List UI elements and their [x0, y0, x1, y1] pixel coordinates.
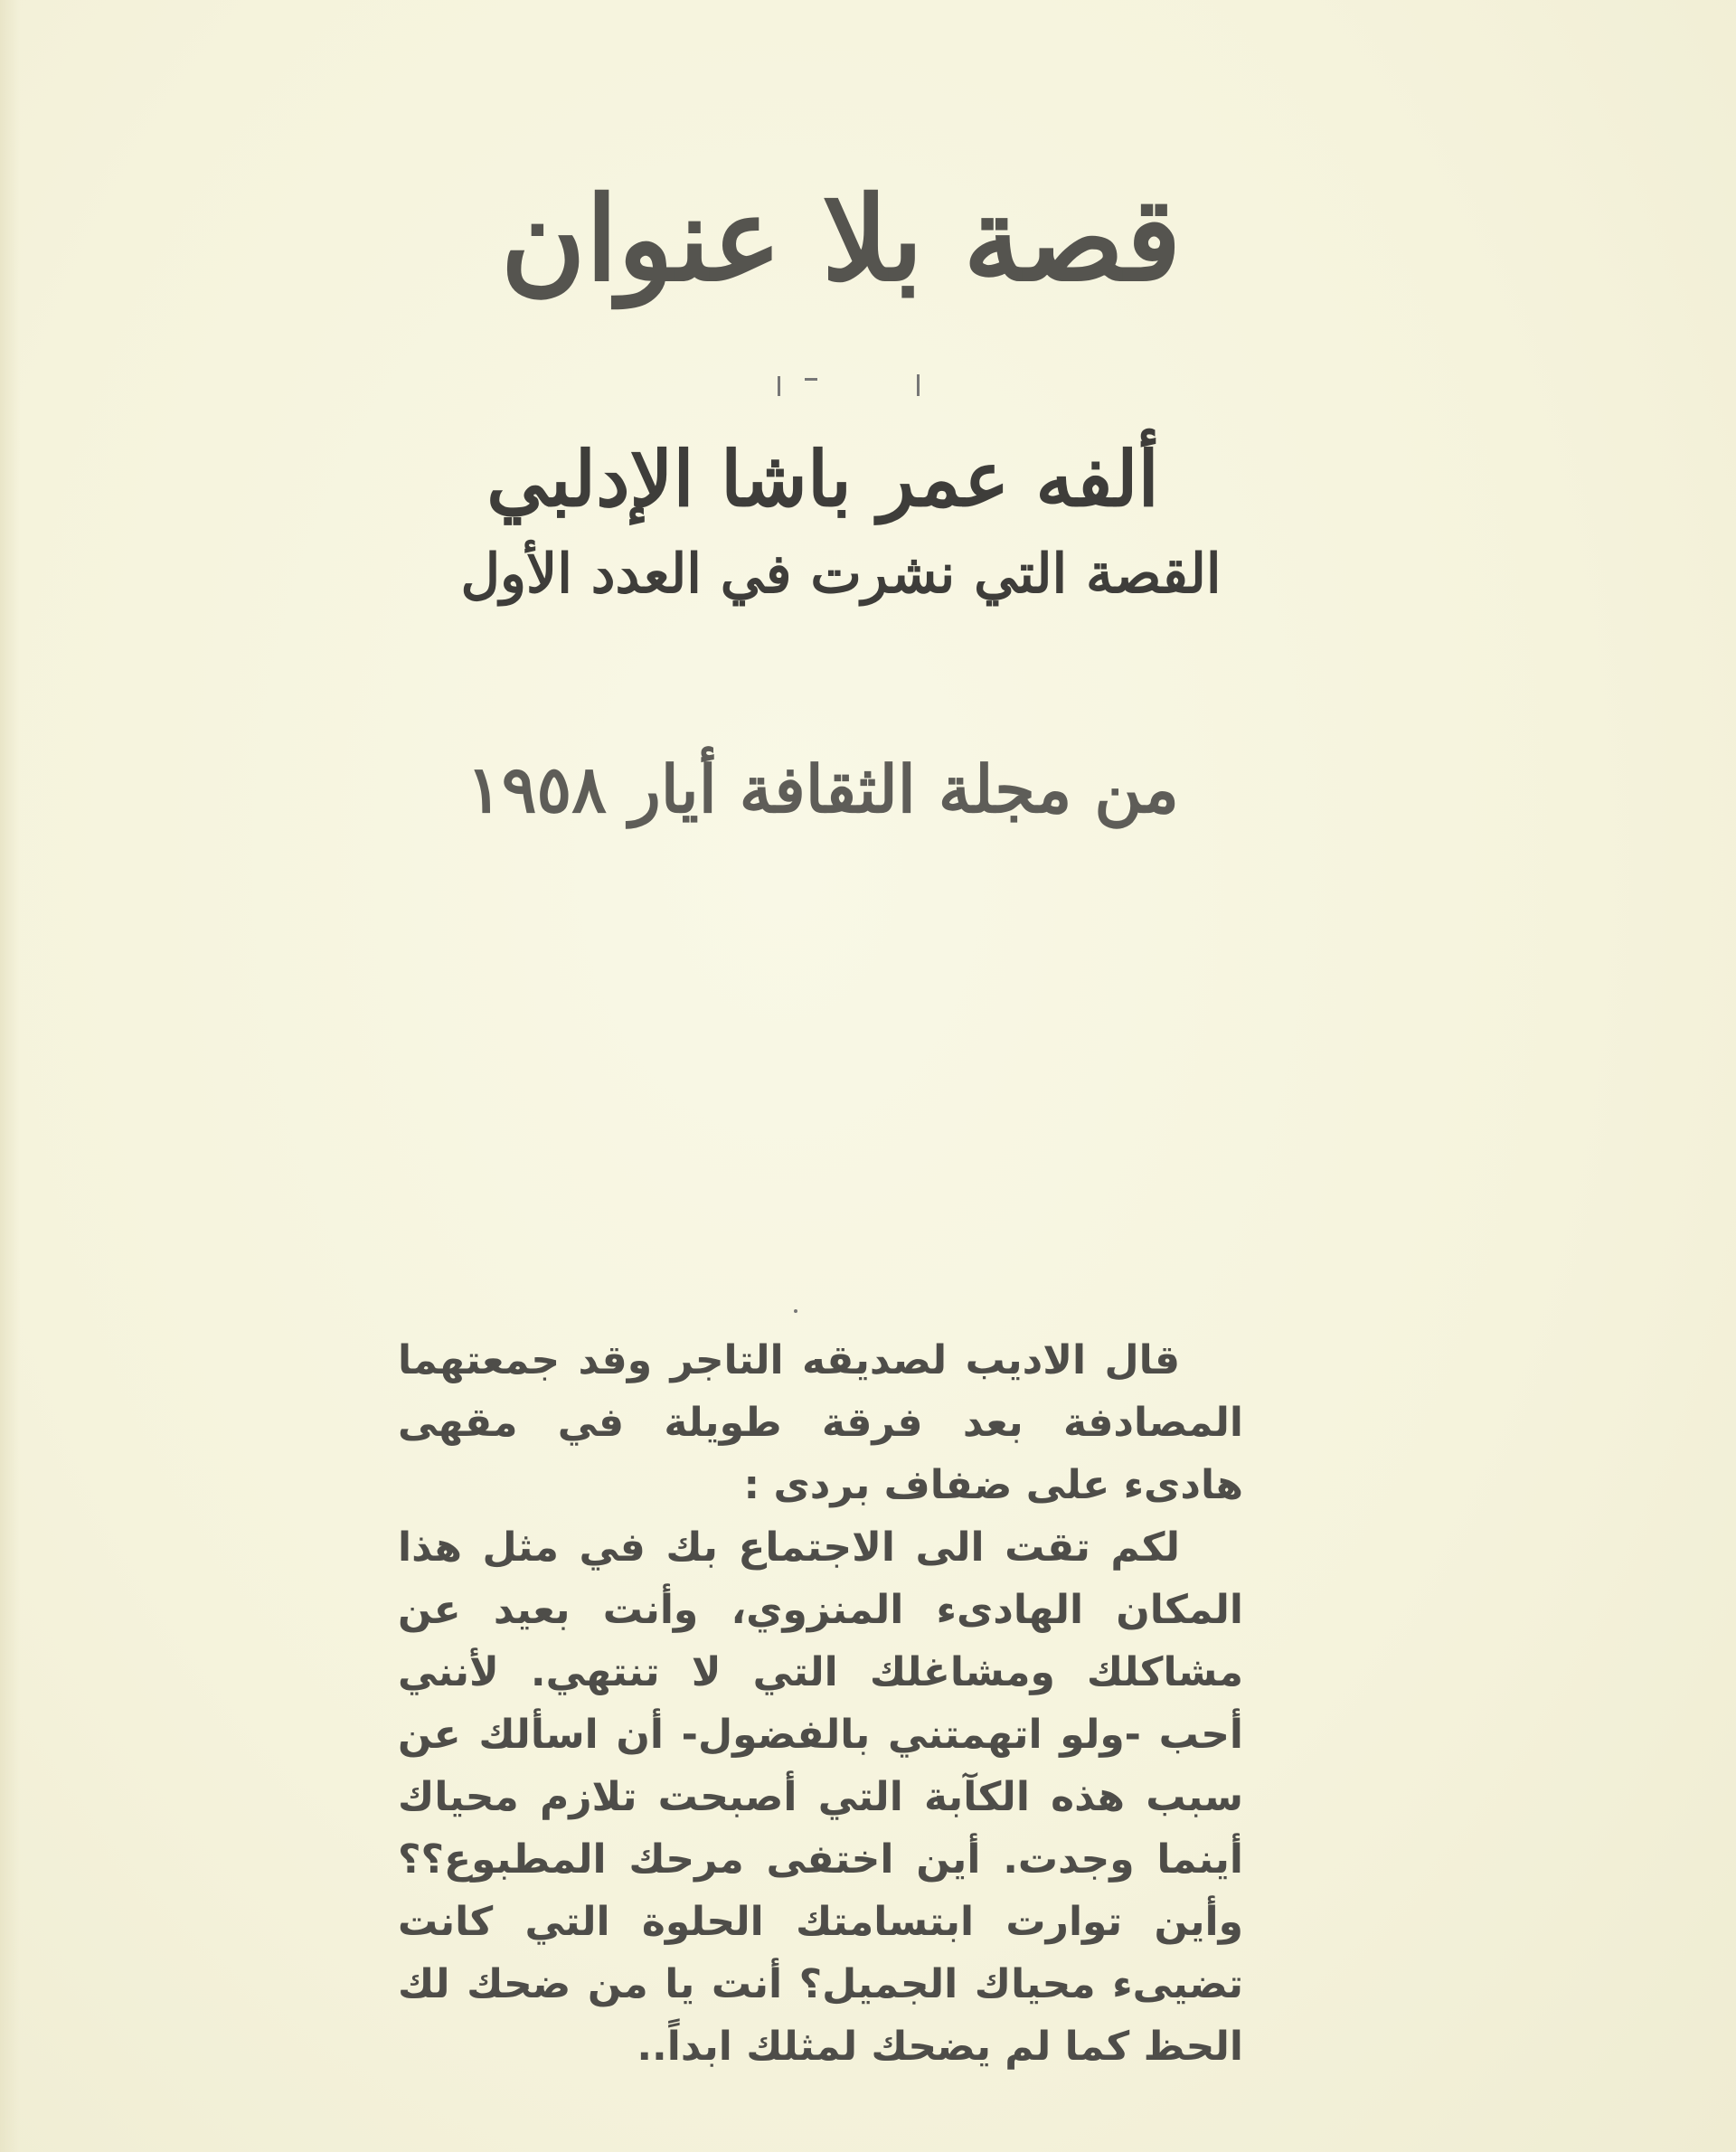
ink-mark [917, 374, 920, 396]
body-paragraph: لكم تقت الى الاجتماع بك في مثل هذا المكان الهادىء المنزوي، وأنت بعيد عن مشاكلك ومشاغلك التي لا تنتهي. لأنني أحب -ولو اتهمتني بالفضول- أن اسألك عن سبب هذه الكآبة التي أصبحت تلازم محياك أينما وجدت. أين اختفى مرحك المطبوع؟؟ وأين توارت ابتسامتك الحلوة التي كانت تضيىء محياك الجميل؟ أنت يا من ضحك لك الحظ كما لم يضحك لمثلك ابداً.. [398, 1524, 1243, 2070]
body-paragraph: قال الاديب لصديقه التاجر وقد جمعتهما المصادفة بعد فرقة طويلة في مقهى هادىء على ضفاف بردى : [398, 1337, 1243, 1508]
story-body [398, 1329, 1243, 2078]
ink-dot [794, 1309, 797, 1313]
ink-mark [805, 378, 817, 381]
subtitle: القصة التي نشرت في العدد الأول [460, 543, 1222, 606]
ink-mark [778, 376, 780, 396]
story-title: قصة بلا عنوان [500, 172, 1182, 307]
page-edge-shadow [0, 0, 20, 2152]
author-line: ألفه عمر باشا الإدلبي [486, 434, 1159, 524]
source-line: من مجلة الثقافة أيار ١٩٥٨ [467, 750, 1179, 827]
